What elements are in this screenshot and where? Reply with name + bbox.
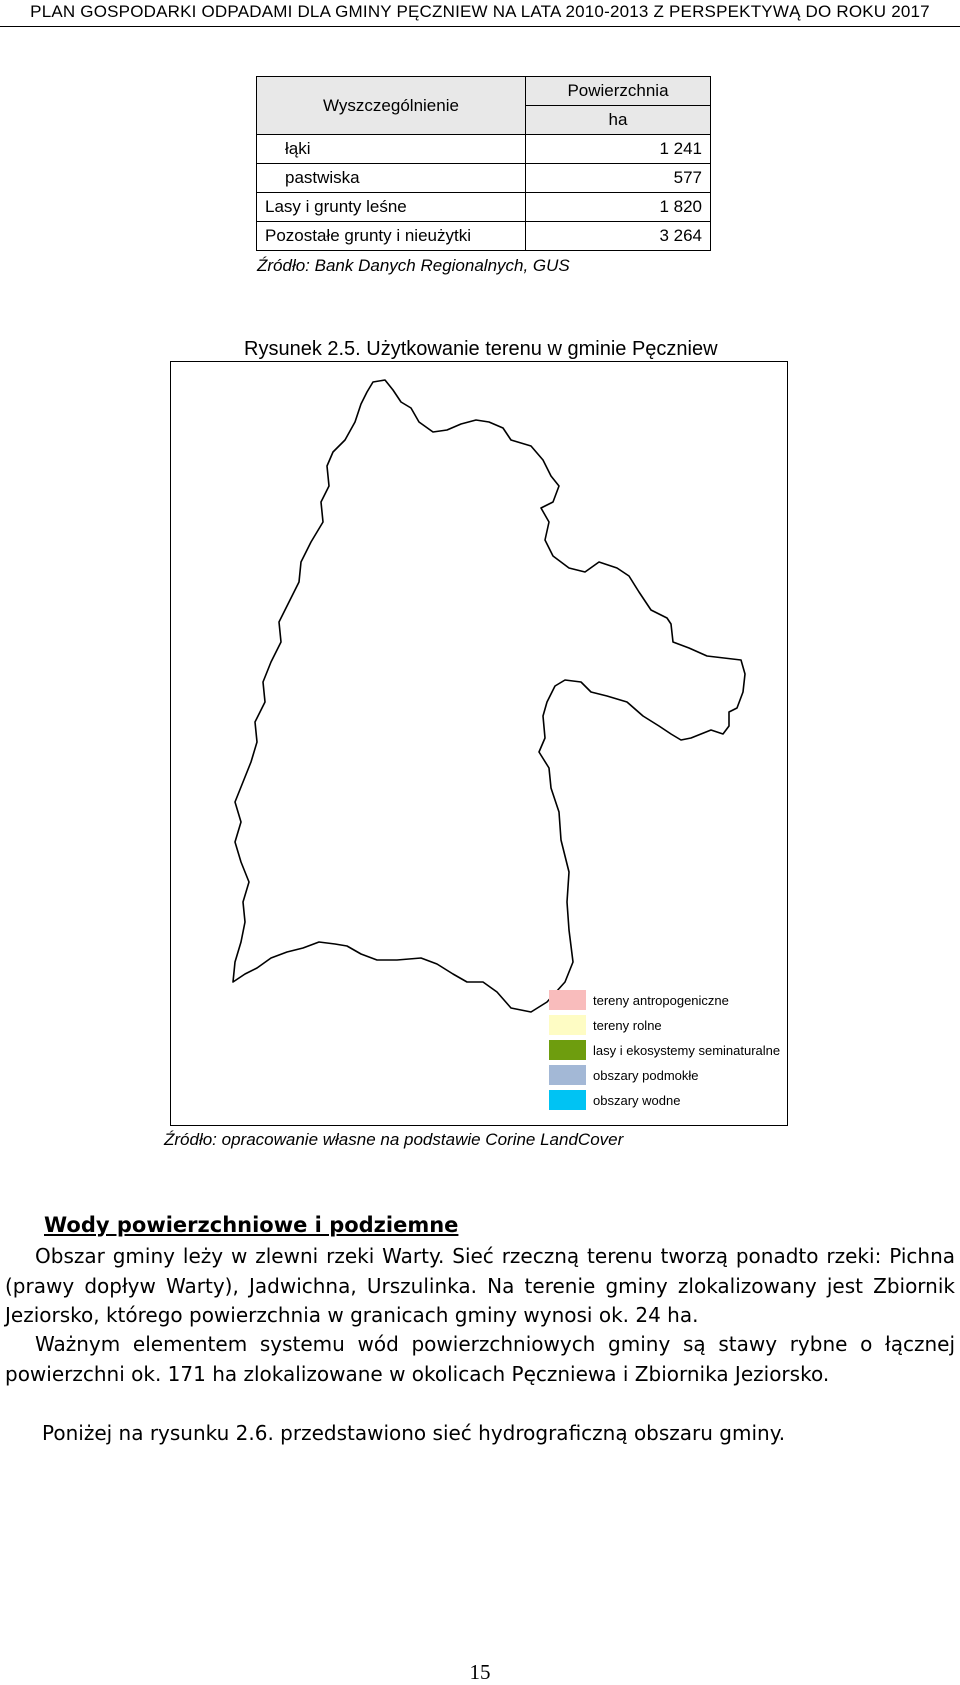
legend-swatch: [549, 1015, 586, 1035]
table-header-row: [257, 77, 711, 106]
legend-label: tereny antropogeniczne: [593, 993, 729, 1008]
paragraph: Obszar gminy leży w zlewni rzeki Warty. Sieć rzeczną terenu tworzą ponadto rzeki: Pichna (prawy dopływ Warty), Jadwichna, Urszulinka. Na terenie gminy zlokalizowany jest Zbiornik Jeziorsko, którego powierzchnia w granicach gminy wynosi ok. 24 ha.: [5, 1244, 955, 1327]
row-name: pastwiska: [257, 164, 526, 193]
row-value: 1 241: [526, 135, 711, 164]
table-row: [257, 135, 711, 164]
section-title: Wody powierzchniowe i podziemne: [44, 1213, 459, 1237]
column-header-unit: ha: [526, 106, 711, 135]
paragraph: Poniżej na rysunku 2.6. przedstawiono sieć hydrograficzną obszaru gminy.: [42, 1421, 786, 1445]
legend-swatch: [549, 1065, 586, 1085]
row-value: 1 820: [526, 193, 711, 222]
municipality-boundary: [233, 380, 745, 1012]
table-source: Źródło: Bank Danych Regionalnych, GUS: [257, 256, 570, 275]
legend-label: obszary wodne: [593, 1093, 681, 1108]
row-value: 577: [526, 164, 711, 193]
column-header-name: Wyszczególnienie: [257, 77, 526, 135]
land-use-table: [256, 76, 711, 251]
row-name: Pozostałe grunty i nieużytki: [257, 222, 526, 251]
page-header: [0, 0, 960, 27]
figure-caption: Rysunek 2.5. Użytkowanie terenu w gminie Pęczniew: [244, 338, 718, 360]
municipality-outline-map: [171, 362, 789, 1127]
row-name: łąki: [257, 135, 526, 164]
legend-label: obszary podmokłe: [593, 1068, 699, 1083]
legend-swatch: [549, 1090, 586, 1110]
column-header-area: Powierzchnia: [526, 77, 711, 106]
legend-swatch: [549, 990, 586, 1010]
legend-label: lasy i ekosystemy seminaturalne: [593, 1043, 781, 1058]
row-name: Lasy i grunty leśne: [257, 193, 526, 222]
paragraph: Ważnym elementem systemu wód powierzchniowych gminy są stawy rybne o łącznej powierzchni ok. 171 ha zlokalizowane w okolicach Pęczniewa i Zbiornika Jeziorsko.: [5, 1332, 955, 1386]
figure-source: Źródło: opracowanie własne na podstawie Corine LandCover: [164, 1130, 624, 1149]
table-row: [257, 222, 711, 251]
legend-swatch: [549, 1040, 586, 1060]
legend-label: tereny rolne: [593, 1018, 662, 1033]
land-use-map: [170, 361, 788, 1126]
page-number: 15: [469, 1660, 491, 1684]
header-title: PLAN GOSPODARKI ODPADAMI DLA GMINY PĘCZNIEW NA LATA 2010-2013 Z PERSPEKTYWĄ DO ROKU 2017: [30, 2, 930, 21]
row-value: 3 264: [526, 222, 711, 251]
table-row: [257, 193, 711, 222]
table-row: [257, 164, 711, 193]
